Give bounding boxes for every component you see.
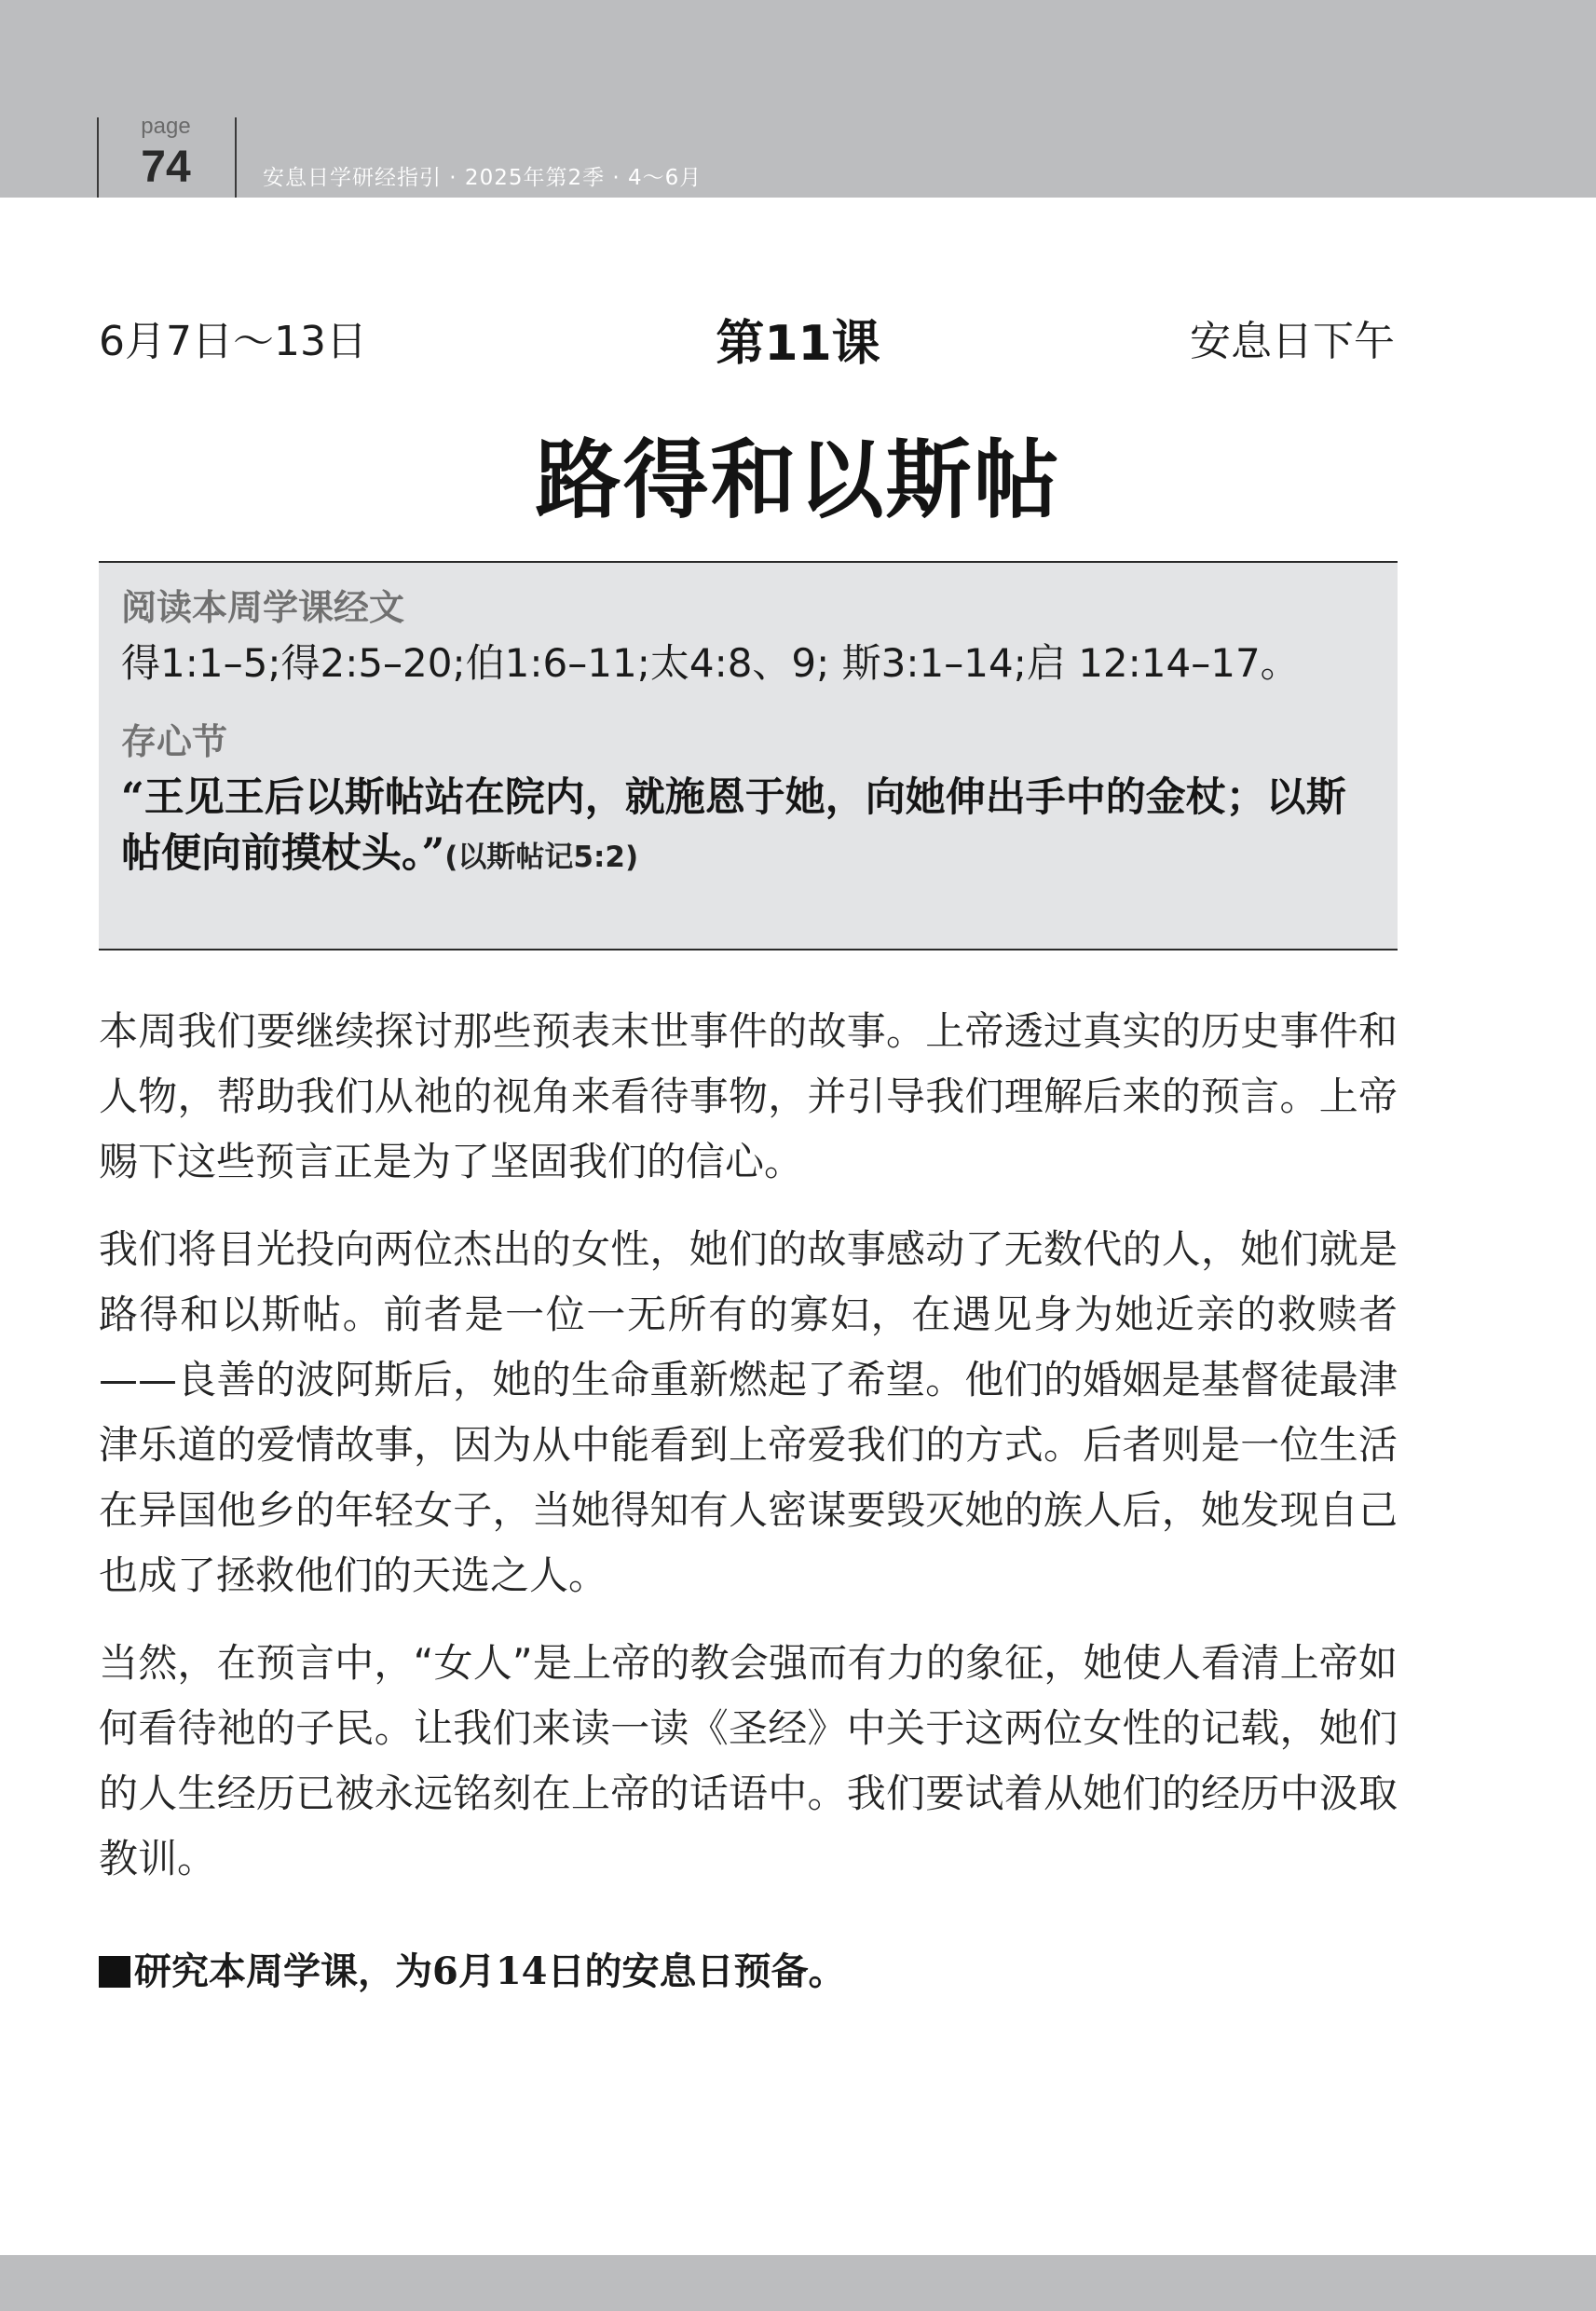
closing-instruction: [99, 1944, 1398, 2000]
lesson-date-range: 6月7日～13日: [99, 318, 367, 365]
lesson-day: 安息日下午: [1190, 318, 1395, 365]
closing-text: 研究本周学课，为6月14日的安息日预备。: [134, 1949, 846, 1993]
memory-verse-label: 存心节: [121, 721, 228, 762]
body-paragraph-2: 我们将目光投向两位杰出的女性，她们的故事感动了无数代的人，她们就是路得和以斯帖。前者是一位一无所有的寡妇，在遇见身为她近亲的救赎者——良善的波阿斯后，她的生命重新燃起了希望。他们的婚姻是基督徒最津津乐道的爱情故事，因为从中能看到上帝爱我们的方式。后者则是一位生活在异国他乡的年轻女子，当她得知有人密谋要毁灭她的族人后，她发现自己也成了拯救他们的天选之人。: [99, 1226, 1398, 1598]
footer-band: [0, 2255, 1596, 2311]
reading-memory-box: [99, 561, 1398, 950]
running-head: 安息日学研经指引 · 2025年第2季 · 4～6月: [263, 166, 703, 190]
memory-verse-source: (以斯帖记5:2): [444, 841, 639, 874]
lesson-body: [99, 999, 1398, 1914]
page-label: page: [141, 114, 191, 139]
reading-label: 阅读本周学课经文: [121, 587, 405, 628]
header-divider-right: [235, 117, 237, 198]
body-paragraph-3: 当然，在预言中，“女人”是上帝的教会强而有力的象征，她使人看清上帝如何看待祂的子民。让我们来读一读《圣经》中关于这两位女性的记载，她们的人生经历已被永远铭刻在上帝的话语中。我们要试着从她们的经历中汲取教训。: [99, 1640, 1398, 1881]
page-number: 74: [141, 143, 191, 192]
memory-verse: [121, 770, 1375, 885]
lesson-title: 路得和以斯帖: [535, 430, 1061, 530]
square-bullet-icon: [99, 1956, 130, 1988]
memory-verse-text: “王见王后以斯帖站在院内，就施恩于她，向她伸出手中的金杖；以斯帖便向前摸杖头。”: [121, 774, 1346, 877]
header-band: [0, 0, 1596, 198]
lesson-number: 第11课: [716, 316, 880, 372]
reading-references: 得1:1–5;得2:5–20;伯1:6–11;太4:8、9; 斯3:1–14;启 12:14–17。: [121, 640, 1300, 686]
body-paragraph-1: 本周我们要继续探讨那些预表末世事件的故事。上帝透过真实的历史事件和人物，帮助我们从祂的视角来看待事物，并引导我们理解后来的预言。上帝赐下这些预言正是为了坚固我们的信心。: [99, 1008, 1398, 1184]
